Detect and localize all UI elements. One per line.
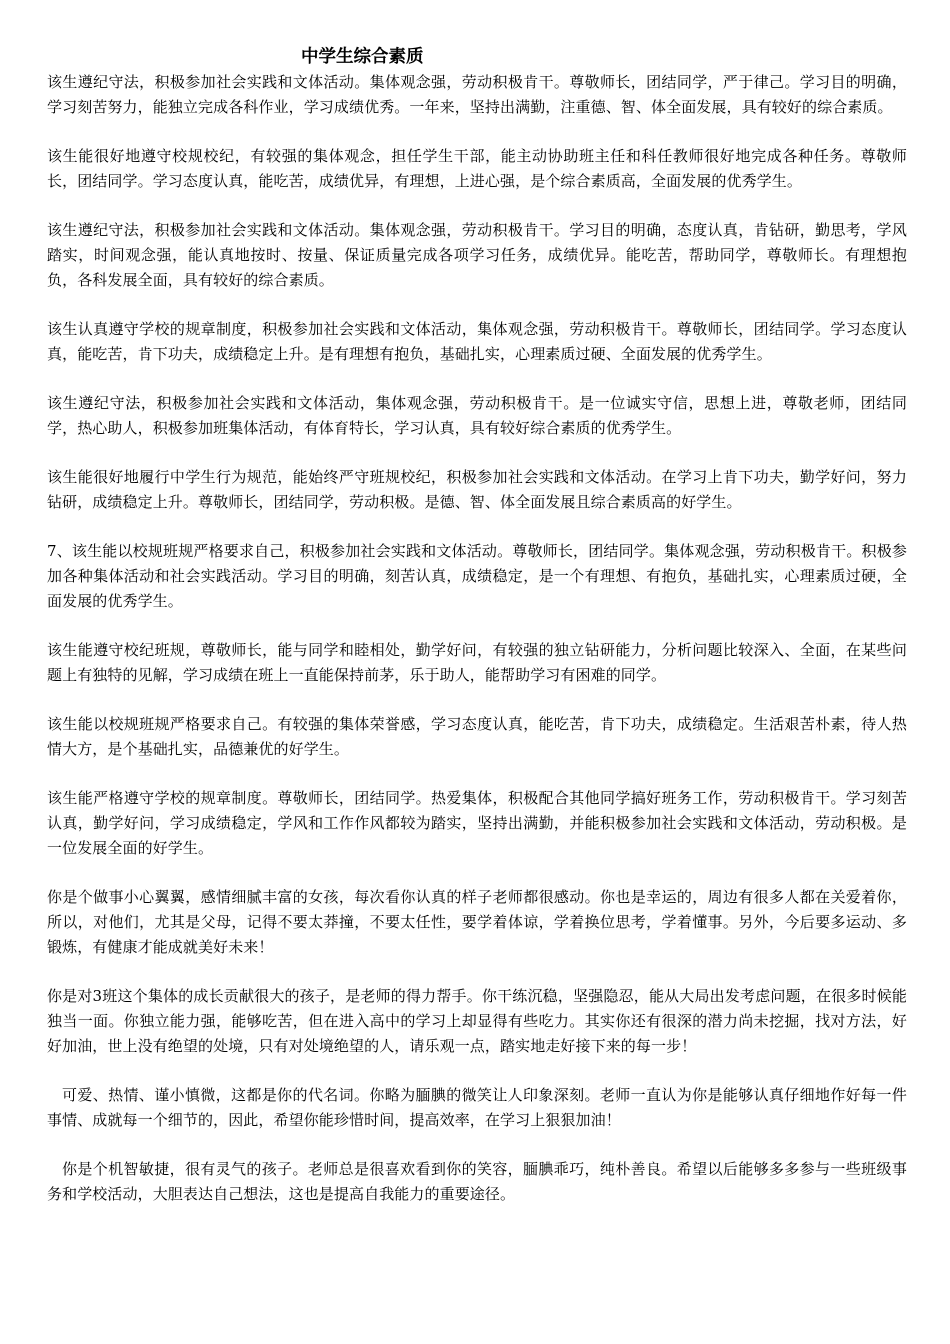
comment-paragraph-2: 该生能很好地遵守校规校纪，有较强的集体观念，担任学生干部，能主动协助班主任和科任教师很好地完成各种任务。尊敬师长，团结同学。学习态度认真，能吃苦，成绩优异，有理想，上进心强，是个综合素质高，全面发展的优秀学生。 [47,147,907,190]
comment-paragraph-8: 该生能遵守校纪班规，尊敬师长，能与同学和睦相处，勤学好问，有较强的独立钻研能力，分析问题比较深入、全面，在某些问题上有独特的见解，学习成绩在班上一直能保持前茅，乐于助人，能帮助学习有困难的同学。 [47,641,907,684]
comment-paragraph-13: 可爱、热情、谨小慎微，这都是你的代名词。你略为腼腆的微笑让人印象深刻。老师一直认为你是能够认真仔细地作好每一件事情、成就每一个细节的，因此，希望你能珍惜时间，提高效率，在学习上狠狠加油！ [47,1086,907,1129]
comment-paragraph-6: 该生能很好地履行中学生行为规范，能始终严守班规校纪，积极参加社会实践和文体活动。在学习上肯下功夫，勤学好问，努力钻研，成绩稳定上升。尊敬师长，团结同学，劳动积极。是德、智、体全面发展且综合素质高的好学生。 [47,468,907,511]
comment-paragraph-7: 7、该生能以校规班规严格要求自己，积极参加社会实践和文体活动。尊敬师长，团结同学。集体观念强，劳动积极肯干。积极参加各种集体活动和社会实践活动。学习目的明确，刻苦认真，成绩稳定，是一个有理想、有抱负，基础扎实，心理素质过硬，全面发展的优秀学生。 [47,542,907,610]
comment-paragraph-4: 该生认真遵守学校的规章制度，积极参加社会实践和文体活动，集体观念强，劳动积极肯干。尊敬师长，团结同学。学习态度认真，能吃苦，肯下功夫，成绩稳定上升。是有理想有抱负，基础扎实，心理素质过硬、全面发展的优秀学生。 [47,320,907,363]
comment-paragraph-3: 该生遵纪守法，积极参加社会实践和文体活动。集体观念强，劳动积极肯干。学习目的明确，态度认真，肯钻研，勤思考，学风踏实，时间观念强，能认真地按时、按量、保证质量完成各项学习任务，成绩优异。能吃苦，帮助同学，尊敬师长。有理想抱负，各科发展全面，具有较好的综合素质。 [47,221,907,289]
comment-paragraph-5: 该生遵纪守法，积极参加社会实践和文体活动，集体观念强，劳动积极肯干。是一位诚实守信，思想上进，尊敬老师，团结同学，热心助人，积极参加班集体活动，有体育特长，学习认真，具有较好综合素质的优秀学生。 [47,394,907,437]
comment-paragraph-1: 该生遵纪守法，积极参加社会实践和文体活动。集体观念强，劳动积极肯干。尊敬师长，团结同学，严于律己。学习目的明确，学习刻苦努力，能独立完成各科作业，学习成绩优秀。一年来，坚持出满勤，注重德、智、体全面发展，具有较好的综合素质。 [47,73,907,116]
comment-paragraph-12: 你是对3班这个集体的成长贡献很大的孩子，是老师的得力帮手。你干练沉稳，坚强隐忍，能从大局出发考虑问题，在很多时候能独当一面。你独立能力强，能够吃苦，但在进入高中的学习上却显得有些吃力。其实你还有很深的潜力尚未挖掘，找对方法，好好加油，世上没有绝望的处境，只有对处境绝望的人，请乐观一点，踏实地走好接下来的每一步！ [47,987,907,1055]
comment-paragraph-9: 该生能以校规班规严格要求自己。有较强的集体荣誉感，学习态度认真，能吃苦，肯下功夫，成绩稳定。生活艰苦朴素，待人热情大方，是个基础扎实，品德兼优的好学生。 [47,715,907,758]
document-page [47,46,907,1231]
comment-paragraph-14: 你是个机智敏捷，很有灵气的孩子。老师总是很喜欢看到你的笑容，腼腆乖巧，纯朴善良。希望以后能够多多参与一些班级事务和学校活动，大胆表达自己想法，这也是提高自我能力的重要途径。 [47,1160,907,1203]
comment-paragraph-10: 该生能严格遵守学校的规章制度。尊敬师长，团结同学。热爱集体，积极配合其他同学搞好班务工作，劳动积极肯干。学习刻苦认真，勤学好问，学习成绩稳定，学风和工作作风都较为踏实，坚持出满勤，并能积极参加社会实践和文体活动，劳动积极。是一位发展全面的好学生。 [47,789,907,857]
document-title: 中学生综合素质 [301,47,424,67]
comment-paragraph-11: 你是个做事小心翼翼，感情细腻丰富的女孩，每次看你认真的样子老师都很感动。你也是幸运的，周边有很多人都在关爱着你，所以，对他们，尤其是父母，记得不要太莽撞，不要太任性，要学着体谅，学着换位思考，学着懂事。另外，今后要多运动、多锻炼，有健康才能成就美好未来！ [47,888,907,956]
